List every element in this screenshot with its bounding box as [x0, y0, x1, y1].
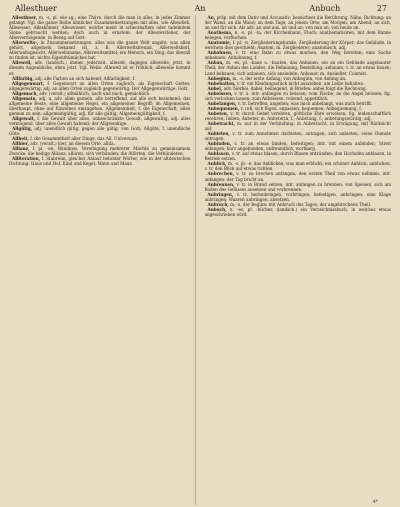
entry-definition: adj. unendlich gütig, gegen alle gütig, von Gott; Allgüte, f. unendliche Güte.: [9, 126, 191, 137]
entry-lemma: Allgütig,: [12, 126, 33, 132]
entry-lemma: Anbei,: [207, 85, 223, 91]
left-column: [9, 15, 196, 505]
entry-lemma: Anblick,: [207, 161, 227, 167]
entry-definition: v. refl. sich fügen, anpassen, bequemen; Anbequemung, f.: [240, 105, 362, 111]
dictionary-entry: [9, 146, 191, 156]
entry-lemma: Anbeten,: [207, 110, 229, 116]
entry-definition: f. Gegenwart an allen Orten zugleich, als Eigenschaft Gottes; allgegenwärtig, adj. an allen Orten zugleich gegenwärtig. Der Allgegenwärtige, Gott.: [9, 80, 191, 91]
entry-lemma: Allhier,: [12, 141, 29, 147]
entry-definition: v. tr. eine Bahn zu etwas machen, den Weg bereiten; eine Sache anbahnen; Anbahnung, f.: [204, 50, 391, 61]
dictionary-entry: [205, 192, 392, 202]
entry-definition: adv. hierbei, dabei, beiliegend, in Briefen: anbei folgt die Rechnung.: [223, 85, 368, 91]
running-head: [9, 4, 391, 14]
entry-lemma: Anbahnen,: [207, 50, 233, 56]
entry-lemma: Anathema,: [207, 30, 233, 36]
entry-lemma: Anbruch,: [207, 201, 229, 207]
entry-lemma: Anblasen,: [207, 151, 231, 157]
entry-definition: f. die Gewalt über alles, unbeschränkte Gewalt; allgewaltig, adj. alles vermögend, über alles Gewalt habend; der Allgewaltige.: [9, 115, 191, 126]
dictionary-entry: [205, 207, 392, 217]
entry-lemma: Anbinden,: [207, 141, 232, 147]
dictionary-entry: [205, 40, 392, 50]
dictionary-entry: [205, 111, 392, 121]
entry-definition: m. -s, der erste Anfang; von Anbeginn, von Anfang an.: [232, 75, 347, 81]
entry-lemma: Allianz,: [12, 146, 30, 152]
entry-definition: m. -s, der Beginn: mit Anbruch des Tages; der angebrochene Theil.: [230, 201, 372, 207]
entry-definition: m. -s, pl. wie sg.; eine Thüre, durch die man in alles, in jedes Zimmer gelangt. Vgl. die ganze Reihe ähnlicher Zusammensetzungen mit alles, wie Allesdieb, Allesesser, Alleskönner, Alleswisser, welche meist in scherzhaftem oder tadelndem Sinne gebraucht werden; doch auch in ernstem: der Allesversteher, der Allesvermögende, in Bezug auf Gott.: [9, 15, 191, 41]
entry-lemma: Anbrennen,: [207, 181, 235, 187]
entry-definition: in Zusammensetzungen, alles was die ganze Welt angeht, was allen gehört, allgemein bekannt ist, z. B. Allerweltsfreund, Allerweltskerl, Allerweltsgesicht, Allerweltsname, Allerweltsmittel; ein Mensch, ein Ding, das überall zu finden ist, nichts Eigenthümliches hat.: [9, 40, 191, 61]
running-head-left: Allesthuer: [15, 4, 57, 13]
dictionary-entry: [9, 60, 191, 75]
entry-definition: v. tr. zum Annehmen darbieten, antragen; sich anbieten, seine Dienste antragen.: [204, 131, 391, 142]
entry-lemma: Anatomie,: [207, 40, 232, 46]
entry-definition: m. -s, pl. -e, das Anblicken; was man erblickt; ein schöner Anblick; anblicken, v. tr. den Blick auf etwas richten.: [204, 161, 391, 172]
text-columns: [9, 15, 391, 505]
entry-lemma: Allfarbig,: [12, 75, 34, 81]
dictionary-entry: [205, 141, 392, 151]
entry-definition: adv. (landsch.) immer, jederzeit, allezeit; dagegen alleweile, jetzt, in diesem Augenblicke, eben jetzt. Vgl. Weile. Alleweil ist er fröhlich; alleweile kommt er.: [9, 60, 191, 76]
entry-definition: n. -s, pl. -ta, der Kirchenbann, Fluch; anathematisiren, mit dem Banne belegen, verfluchen.: [204, 30, 391, 41]
entry-definition: adv. (veralt.) allmählich, nach und nach, gemächlich.: [39, 90, 151, 96]
dictionary-entry: [205, 131, 392, 141]
entry-lemma: Allheit,: [12, 136, 29, 142]
entry-definition: f. pl. -n, Zergliederungskunde, Zergliederung der Körper; das Gebäude, in welchem dies geschieht; Anatom, m. Zergliederer; anatomisch, adj.: [204, 40, 391, 51]
entry-definition: v. tr. u. intr. anfangen zu beissen; vom Fische, an die Angel beissen; fig. sich verlocken lassen; zum Anbeissen, reizend, appetitlich.: [204, 90, 391, 101]
entry-definition: v. tr. durch Gebet verehren, göttliche Ehre erweisen; fig. leidenschaftlich verehren, lieben; Anbeter, m. Anbeterin, f.; Anbetung, f.; anbetungswürdig, adj.: [204, 110, 391, 121]
entry-definition: m. -es, pl. -baue u. -bauten, das Anbauen; ein an ein Gebäude angebauter Theil; der Anbau des Landes, die Bebauung, Bestellung; anbauen, v. tr. an etwas bauen; Land bebauen; sich anbauen, sich ansiedeln; Anbauer, m. Ansiedler, Colonist.: [204, 60, 391, 76]
dictionary-entry: [9, 15, 191, 40]
dictionary-entry: [9, 116, 191, 126]
dictionary-entry: [205, 121, 392, 131]
entry-lemma: Allerwelts-,: [12, 40, 39, 46]
entry-lemma: Allgegenwart,: [12, 80, 45, 86]
dictionary-entry: [205, 30, 392, 40]
running-head-right: [309, 4, 387, 14]
dictionary-entry: [205, 60, 392, 75]
entry-lemma: An,: [207, 15, 216, 20]
entry-lemma: Anbequemen,: [207, 105, 240, 111]
entry-lemma: Alliteration,: [12, 156, 41, 162]
entry-definition: v. tr. betreffen, angehen; was mich anbelangt, was mich betrifft.: [237, 100, 373, 106]
entry-lemma: Anbehalten,: [207, 80, 236, 86]
entry-lemma: Anbau,: [207, 60, 224, 66]
dictionary-entry: [205, 161, 392, 171]
signature-mark: 4*: [372, 499, 378, 505]
entry-lemma: Anbeissen,: [207, 90, 233, 96]
running-head-right-word: Anbuch: [309, 4, 341, 13]
entry-definition: f. die Gesammtheit aller Dinge, das All, Universum.: [30, 136, 139, 142]
page-number: 27: [376, 4, 387, 13]
dictionary-entry: [9, 96, 191, 116]
dictionary-entry: [9, 126, 191, 136]
dictionary-entry: [205, 171, 392, 181]
entry-definition: v. tr. zu brechen anfangen, den ersten Theil von etwas nehmen; intr. anfangen: der Tag bricht an.: [204, 171, 391, 182]
dictionary-entry: [205, 50, 392, 60]
dictionary-entry: [9, 81, 191, 91]
dictionary-entry: [205, 91, 392, 101]
entry-definition: adj. u. adv. allen gemein, alle betreffend, auf alle sich beziehend: das allgemeine Beste, eine allgemeine Regel, ein allgemeiner Begriff; im Allgemeinen, überhaupt, ohne auf Einzelnes einzugehen. Allgemeinheit, f. die Eigenschaft, allen gemein zu sein; allgemeingültig, adj. für alle gültig; Allgemeingültigkeit, f.: [9, 95, 191, 116]
entry-definition: n. -es, pl. -bücher, (landsch.) ein Verzeichnissbuch, in welches etwas angeschrieben wird.: [204, 206, 391, 217]
entry-definition: v. tr. herbeibringen, vorbringen; befestigen, anbringen; eine Klage anbringen; Waaren anbringen, absetzen.: [204, 191, 391, 202]
entry-lemma: Allgemach,: [12, 90, 38, 96]
dictionary-entry: [9, 40, 191, 60]
entry-lemma: Anbrechen,: [207, 171, 235, 177]
entry-definition: v. tr. auf etwas blasen, durch Blasen entzünden; den Hochofen anblasen, in Betrieb setzen.: [204, 151, 391, 162]
entry-lemma: Alleweil,: [12, 60, 32, 66]
entry-lemma: Anbetracht,: [207, 120, 235, 126]
dictionary-entry: [205, 15, 392, 30]
right-column: [205, 15, 392, 505]
running-head-center: An: [194, 4, 206, 13]
entry-definition: v. tr. ein Kleidungsstück nicht ausziehen, am Leibe behalten.: [236, 80, 365, 86]
entry-definition: f. pl. -en, Bündniss, Vereinigung mehrerer Mächte zu gemeinsamem Zwecke; die heilige Allianz; alliiren, sich verbünden; die Alliirten, die Verbündeten.: [9, 146, 191, 157]
dictionary-entry: [9, 156, 191, 166]
entry-definition: präp. mit dem Dativ und Accusativ; bezeichnet die Berührung, Nähe, Richtung: an der Wand, an die Wand; an dem Tage, an jenem Orte; am Morgen, am Abend; an sich, an und für sich. Als adv. an und aus, ab und an; von nun an, von heute an.: [204, 15, 391, 31]
entry-definition: adv. (veralt.) hier, an diesem Orte, allda.: [30, 141, 115, 147]
entry-lemma: Anbuch,: [207, 206, 227, 212]
entry-lemma: Allgewalt,: [12, 115, 36, 121]
entry-definition: f. Stabreim, gleicher Anlaut betonter Wörter, wie in der altdeutschen Dichtung: Haus und Hof, Kind und Kegel, Mann und Maus.: [9, 156, 191, 167]
entry-lemma: Anbieten,: [207, 131, 230, 137]
entry-lemma: Allgemein,: [12, 95, 37, 101]
entry-definition: v. tr. an etwas binden, befestigen; intr. mit einem anbinden, Streit anfangen; kurz angebunden, unfreundlich, wortkarg.: [204, 141, 391, 152]
entry-lemma: Anbeginn,: [207, 75, 232, 81]
dictionary-entry: [205, 182, 392, 192]
entry-definition: adj. alle Farben an sich habend; Allfarbigkeit, f.: [35, 75, 136, 81]
entry-lemma: Anbelangen,: [207, 100, 237, 106]
entry-definition: v. tr. in Brand setzen; intr. anfangen zu brennen; von Speisen, sich am Boden des Gefässes ansetzen und verbrennen.: [204, 181, 391, 192]
entry-lemma: Anbringen,: [207, 191, 234, 197]
dictionary-entry: [205, 151, 392, 161]
entry-lemma: Allesthuer,: [12, 15, 38, 20]
entry-definition: m. nur in der Verbindung: in Anbetracht, in Erwägung, mit Rücksicht auf.: [204, 120, 391, 132]
